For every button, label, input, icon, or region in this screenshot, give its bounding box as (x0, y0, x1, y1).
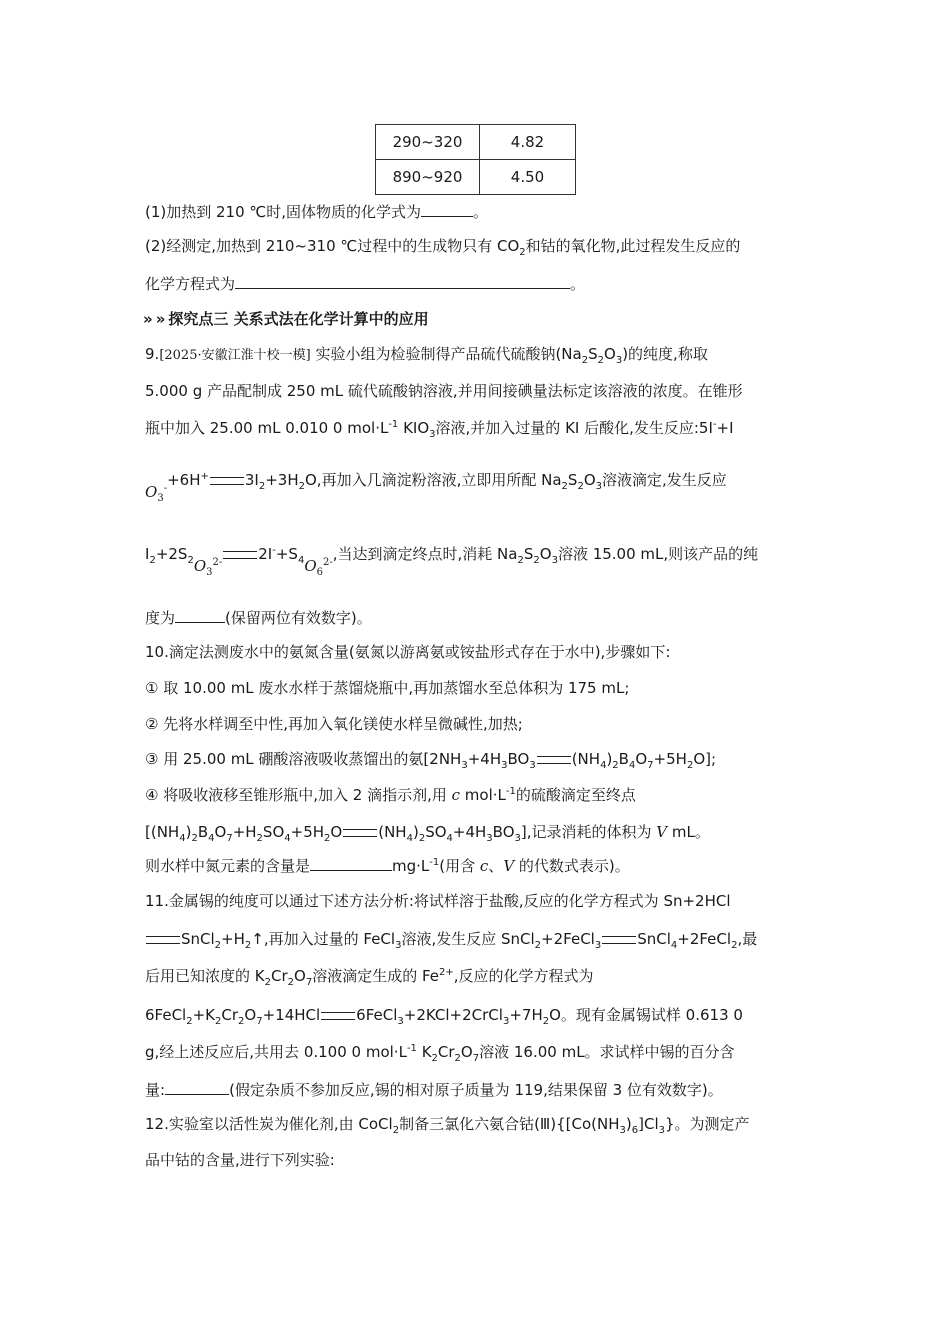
table-cell-mass: 4.82 (480, 125, 576, 160)
answer-blank[interactable] (175, 607, 225, 623)
question-11-line-5: g,经上述反应后,共用去 0.100 0 $mol\cdot L^{-1}$ $K_2Cr_2O_7$溶液 16.00 mL。求试样中锡的百分含 (145, 1043, 735, 1064)
tetrathionate-ion: $O_6^{2-}$ (304, 557, 333, 578)
question-12-line-1: 12.实验室以活性炭为催化剂,由 CoCl$_2$制备三氯化六氨合钴$(Ⅲ)\{[Co(NH_3)_6]Cl_3\}$。为测定产 (145, 1115, 750, 1136)
table-cell-temp: 890~920 (376, 160, 480, 195)
question-10-step-4-equation: [$(NH_4)_2B_4O_7+H_2SO_4+5H_2O$ $(NH_4)_2SO_4+4H_3BO_3$],记录消耗的体积为 V mL。 (145, 823, 710, 844)
answer-blank[interactable] (310, 855, 392, 871)
question-part-2-cont: 化学方程式为 。 (145, 275, 586, 293)
equals-sign (321, 1012, 355, 1020)
equals-sign (223, 551, 257, 559)
question-11-line-4: $6FeCl_2+K_2Cr_2O_7+14HCl$ $6FeCl_3+2KCl+2CrCl_3+7H_2O$。现有金属锡试样 0.613 0 (145, 1006, 743, 1027)
question-10-line-last: 则水样中氮元素的含量是 $mg\cdot L^{-1}$(用含 c、V 的代数式表示)。 (145, 857, 630, 875)
question-10-step-4: ④ 将吸收液移至锥形瓶中,加入 2 滴指示剂,用 c $mol\cdot L^{-1}$的硫酸滴定至终点 (145, 786, 636, 804)
iodate-ion: $O_3^-$ (145, 483, 168, 504)
equals-sign (343, 829, 377, 837)
question-9-line-2: 5.000 g 产品配制成 250 mL 硫代硫酸钠溶液,并用间接碘量法标定该溶液的浓度。在锥形 (145, 382, 743, 400)
question-9-line-5: $I_2+2S_2O_3^{2-}$ $2I^-+S_4O_6^{2-}$,当达到滴定终点时,消耗 $Na_2S_2O_3$溶液 15.00 mL,则该产品的纯 (145, 545, 759, 578)
equals-sign (210, 477, 244, 485)
question-11-line-3: 后用已知浓度的 $K_2Cr_2O_7$溶液滴定生成的 $Fe^{2+}$,反应的化学方程式为 (145, 967, 594, 988)
question-12-line-2: 品中钴的含量,进行下列实验: (145, 1151, 335, 1169)
section-heading: » » 探究点三 关系式法在化学计算中的应用 (143, 310, 429, 328)
question-11-line-1: 11.金属锡的纯度可以通过下述方法分析:将试样溶于盐酸,反应的化学方程式为 Sn+2HCl (145, 892, 731, 910)
table-row (376, 125, 576, 160)
question-part-1: (1)加热到 210 ℃时,固体物质的化学式为 。 (145, 203, 489, 221)
question-11-line-2: $SnCl_2+H_2↑$,再加入过量的 FeCl$_3$溶液,发生反应 SnCl$_2$+2FeCl$_3$ SnCl$_4$+2FeCl$_2$,最 (145, 929, 757, 949)
question-10-step-3: ③ 用 25.00 mL 硼酸溶液吸收蒸馏出的氨[$2NH_3+4H_3BO_3$ $(NH_4)_2B_4O_7+5H_2O$]; (145, 750, 717, 771)
question-11-line-6: 量: (假定杂质不参加反应,锡的相对原子质量为 119,结果保留 3 位有效数字)。 (145, 1081, 723, 1099)
question-9-line-3: 瓶中加入 25.00 mL 0.010 0 $mol\cdot L^{-1}$ $KIO_3$溶液,并加入过量的 KI 后酸化,发生反应:5I-+I (145, 419, 734, 440)
table-cell-temp: 290~320 (376, 125, 480, 160)
question-part-2: (2)经测定,加热到 210~310 ℃过程中的生成物只有 $CO_2$和钴的氧化物,此过程发生反应的 (145, 237, 741, 258)
answer-blank[interactable] (165, 1079, 229, 1095)
table-row (376, 160, 576, 195)
question-10-line-1: 10.滴定法测废水中的氨氮含量(氨氮以游离氨或铵盐形式存在于水中),步骤如下: (145, 643, 671, 661)
answer-blank[interactable] (235, 273, 570, 289)
question-9-line-4: $O_3^-+6H^+$ $3I_2+3H_2O$,再加入几滴淀粉溶液,立即用所配 $Na_2S_2O_3$溶液滴定,发生反应 (145, 471, 727, 504)
equals-sign (146, 936, 180, 944)
question-9-line-1: 9.[2025·安徽江淮十校一模] 实验小组为检验制得产品硫代硫酸钠$(Na_2S_2O_3)$的纯度,称取 (145, 345, 708, 366)
equals-sign (602, 936, 636, 944)
question-10-step-2: ② 先将水样调至中性,再加入氧化镁使水样呈微碱性,加热; (145, 715, 523, 733)
thiosulfate-ion: $O_3^{2-}$ (193, 557, 223, 578)
question-9-line-6: 度为 (保留两位有效数字)。 (145, 609, 372, 627)
data-table (375, 124, 576, 195)
double-chevron-icon: » (143, 310, 150, 328)
answer-blank[interactable] (421, 201, 473, 217)
equals-sign (537, 756, 571, 764)
question-source: [2025·安徽江淮十校一模] (159, 348, 311, 363)
question-10-step-1: ① 取 10.00 mL 废水水样于蒸馏烧瓶中,再加蒸馏水至总体积为 175 mL; (145, 679, 630, 697)
table-cell-mass: 4.50 (480, 160, 576, 195)
